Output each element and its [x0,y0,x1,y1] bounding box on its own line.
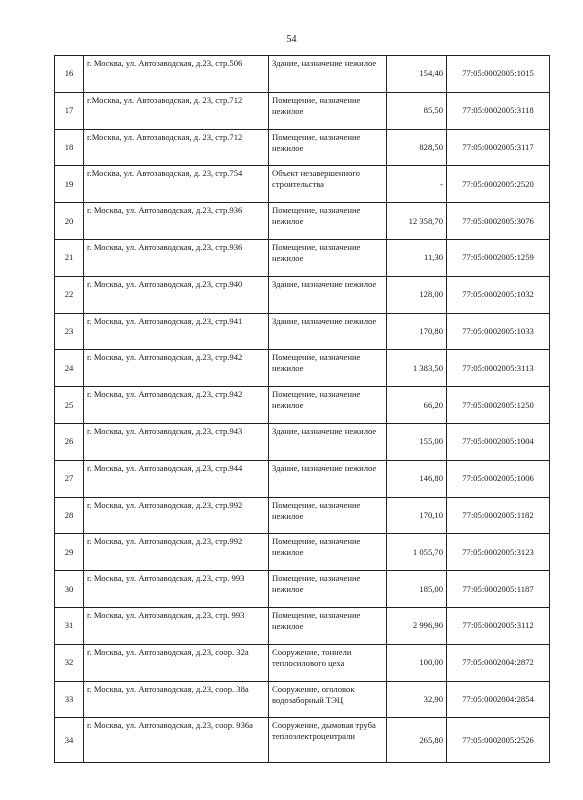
row-number: 23 [55,313,84,350]
row-number: 25 [55,387,84,424]
property-area: 100,00 [387,644,447,681]
property-address: г. Москва, ул. Автозаводская, д.23, соор. 32а [84,644,269,681]
row-number: 28 [55,497,84,534]
row-number: 22 [55,276,84,313]
property-address: г. Москва, ул. Автозаводская, д.23, стр.992 [84,497,269,534]
cadastral-number: 77:05:0002005:1259 [447,239,550,276]
property-area: 154,40 [387,56,447,93]
property-area: 828,50 [387,129,447,166]
table-row [55,92,550,129]
cadastral-number: 77:05:0002005:1015 [447,56,550,93]
table-row [55,350,550,387]
table-row [55,607,550,644]
cadastral-number: 77:05:0002005:3117 [447,129,550,166]
table-row [55,387,550,424]
table-row [55,276,550,313]
cadastral-number: 77:05:0002005:3123 [447,534,550,571]
property-address: г. Москва, ул. Автозаводская, д.23, стр.936 [84,203,269,240]
property-type: Сооружение, оголовок водозаборный ТЭЦ [269,681,387,718]
cadastral-number: 77:05:0002005:1032 [447,276,550,313]
row-number: 27 [55,460,84,497]
property-address: г. Москва, ул. Автозаводская, д.23, стр.940 [84,276,269,313]
row-number: 20 [55,203,84,240]
property-address: г. Москва, ул. Автозаводская, д.23, стр.942 [84,387,269,424]
property-address: г. Москва, ул. Автозаводская, д.23, стр.992 [84,534,269,571]
property-area: 170,80 [387,313,447,350]
property-address: г.Москва, ул. Автозаводская, д. 23, стр.754 [84,166,269,203]
property-type: Здание, назначение нежилое [269,460,387,497]
property-address: г. Москва, ул. Автозаводская, д.23, соор. 38а [84,681,269,718]
property-address: г. Москва, ул. Автозаводская, д.23, стр.942 [84,350,269,387]
table-row [55,166,550,203]
table-row [55,681,550,718]
row-number: 30 [55,571,84,608]
property-registry-table [54,55,550,763]
property-area: 1 055,70 [387,534,447,571]
property-address: г. Москва, ул. Автозаводская, д.23, стр. 993 [84,571,269,608]
cadastral-number: 77:05:0002005:2526 [447,718,550,763]
table-row [55,460,550,497]
property-area: 85,50 [387,92,447,129]
table-row [55,534,550,571]
row-number: 21 [55,239,84,276]
property-type: Помещение, назначение нежилое [269,497,387,534]
property-area: 12 358,70 [387,203,447,240]
property-type: Здание, назначение нежилое [269,313,387,350]
row-number: 26 [55,423,84,460]
property-area: - [387,166,447,203]
page-number: 54 [286,34,297,45]
table-row [55,129,550,166]
property-type: Помещение, назначение нежилое [269,350,387,387]
cadastral-number: 77:05:0002005:2520 [447,166,550,203]
cadastral-number: 77:05:0002005:1250 [447,387,550,424]
cadastral-number: 77:05:0002005:1006 [447,460,550,497]
property-address: г.Москва, ул. Автозаводская, д. 23, стр.712 [84,129,269,166]
property-type: Здание, назначение нежилое [269,276,387,313]
property-address: г. Москва, ул. Автозаводская, д.23, стр.943 [84,423,269,460]
row-number: 24 [55,350,84,387]
property-type: Помещение, назначение нежилое [269,534,387,571]
table-row [55,644,550,681]
property-address: г. Москва, ул. Автозаводская, д.23, стр.944 [84,460,269,497]
property-type: Здание, назначение нежилое [269,56,387,93]
property-type: Помещение, назначение нежилое [269,129,387,166]
cadastral-number: 77:05:0002004:2854 [447,681,550,718]
table-row [55,56,550,93]
table-row [55,313,550,350]
property-address: г. Москва, ул. Автозаводская, д.23, стр. 993 [84,607,269,644]
row-number: 32 [55,644,84,681]
property-type: Объект незавершенного строительства [269,166,387,203]
cadastral-number: 77:05:0002005:1187 [447,571,550,608]
property-area: 2 996,90 [387,607,447,644]
row-number: 33 [55,681,84,718]
property-area: 155,00 [387,423,447,460]
cadastral-number: 77:05:0002005:1033 [447,313,550,350]
property-address: г. Москва, ул. Автозаводская, д.23, стр.941 [84,313,269,350]
property-address: г. Москва, ул. Автозаводская, д.23, соор. 936а [84,718,269,763]
property-type: Помещение, назначение нежилое [269,239,387,276]
cadastral-number: 77:05:0002005:3112 [447,607,550,644]
row-number: 19 [55,166,84,203]
cadastral-number: 77:05:0002004:2872 [447,644,550,681]
property-type: Помещение, назначение нежилое [269,607,387,644]
property-type: Здание, назначение нежилое [269,423,387,460]
cadastral-number: 77:05:0002005:3076 [447,203,550,240]
row-number: 18 [55,129,84,166]
property-area: 1 383,50 [387,350,447,387]
property-type: Помещение, назначение нежилое [269,92,387,129]
table-row [55,423,550,460]
property-address: г. Москва, ул. Автозаводская, д.23, стр.936 [84,239,269,276]
row-number: 34 [55,718,84,763]
cadastral-number: 77:05:0002005:3118 [447,92,550,129]
property-address: г.Москва, ул. Автозаводская, д. 23, стр.712 [84,92,269,129]
property-type: Помещение, назначение нежилое [269,571,387,608]
property-area: 146,80 [387,460,447,497]
property-area: 170,10 [387,497,447,534]
property-type: Помещение, назначение нежилое [269,203,387,240]
property-area: 11,30 [387,239,447,276]
row-number: 17 [55,92,84,129]
row-number: 16 [55,56,84,93]
table-row [55,239,550,276]
table-row [55,571,550,608]
property-type: Сооружение, тоннели теплосилового цеха [269,644,387,681]
registry-table-body [55,56,550,763]
cadastral-number: 77:05:0002005:1004 [447,423,550,460]
property-address: г. Москва, ул. Автозаводская, д.23, стр.506 [84,56,269,93]
property-area: 265,80 [387,718,447,763]
property-area: 128,00 [387,276,447,313]
table-row [55,718,550,763]
row-number: 29 [55,534,84,571]
cadastral-number: 77:05:0002005:3113 [447,350,550,387]
row-number: 31 [55,607,84,644]
table-row [55,203,550,240]
cadastral-number: 77:05:0002005:1182 [447,497,550,534]
property-type: Помещение, назначение нежилое [269,387,387,424]
property-area: 185,00 [387,571,447,608]
property-type: Сооружение, дымовая труба теплоэлектроцентрали [269,718,387,763]
property-area: 66,20 [387,387,447,424]
property-area: 32,90 [387,681,447,718]
table-row [55,497,550,534]
